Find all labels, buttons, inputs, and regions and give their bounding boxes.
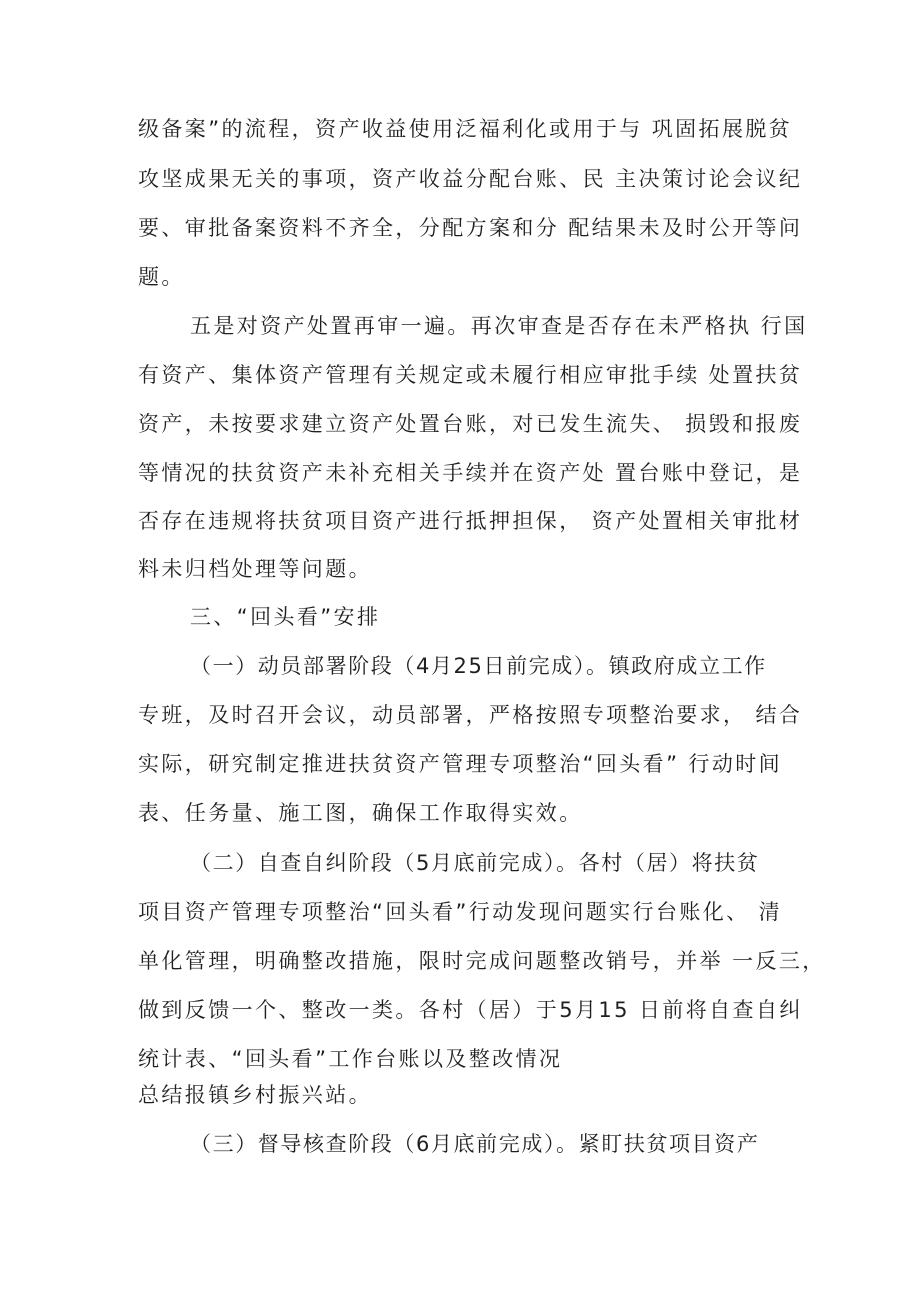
paragraph-line: 统计表、“回头看”工作台账以及整改情况: [138, 1047, 563, 1071]
paragraph-line: 有资产、集体资产管理有关规定或未履行相应审批手续 处置扶贫: [138, 363, 803, 387]
paragraph-line: 料未归档处理等问题。: [138, 557, 372, 581]
paragraph-line: 做到反馈一个、整改一类。各村（居）于5月15 日前将自查自纠: [138, 998, 803, 1022]
paragraph-line: 总结报镇乡村振兴站。: [138, 1083, 372, 1107]
paragraph-line: 要、审批备案资料不齐全，分配方案和分 配结果未及时公开等问: [138, 216, 803, 240]
paragraph-line: 项目资产管理专项整治“回头看”行动发现问题实行台账化、 清: [138, 900, 783, 924]
paragraph-line: 单化管理，明确整改措施，限时完成问题整改销号，并举 一反三，: [138, 949, 826, 973]
paragraph-line: 资产，未按要求建立资产处置台账，对已发生流失、 损毁和报废: [138, 412, 803, 436]
paragraph-line: 等情况的扶贫资产未补充相关手续并在资产处 置台账中登记，是: [138, 461, 803, 485]
paragraph-line: 五是对资产处置再审一遍。再次审查是否存在未严格执 行国: [190, 314, 808, 338]
paragraph-line: 题。: [138, 265, 185, 289]
paragraph-line: 实际，研究制定推进扶贫资产管理专项整治“回头看” 行动时间: [138, 752, 783, 776]
paragraph-line: 攻坚成果无关的事项，资产收益分配台账、民 主决策讨论会议纪: [138, 167, 803, 191]
paragraph-line: （二）自查自纠阶段（5月底前完成）。各村（居）将扶贫: [190, 851, 760, 875]
paragraph-line: 表、任务量、施工图，确保工作取得实效。: [138, 801, 583, 825]
paragraph-line: 专班，及时召开会议，动员部署，严格按照专项整治要求， 结合: [138, 703, 803, 727]
paragraph-line: 级备案”的流程，资产收益使用泛福利化或用于与 巩固拓展脱贫: [138, 117, 793, 141]
paragraph-line: （一）动员部署阶段（4月25日前完成）。镇政府成立工作: [190, 654, 767, 678]
paragraph-line: 否存在违规将扶贫项目资产进行抵押担保， 资产处置相关审批材: [138, 509, 803, 533]
paragraph-line: （三）督导核查阶段（6月底前完成）。紧盯扶贫项目资产: [190, 1132, 760, 1156]
section-heading: 三、“回头看”安排: [190, 605, 381, 629]
